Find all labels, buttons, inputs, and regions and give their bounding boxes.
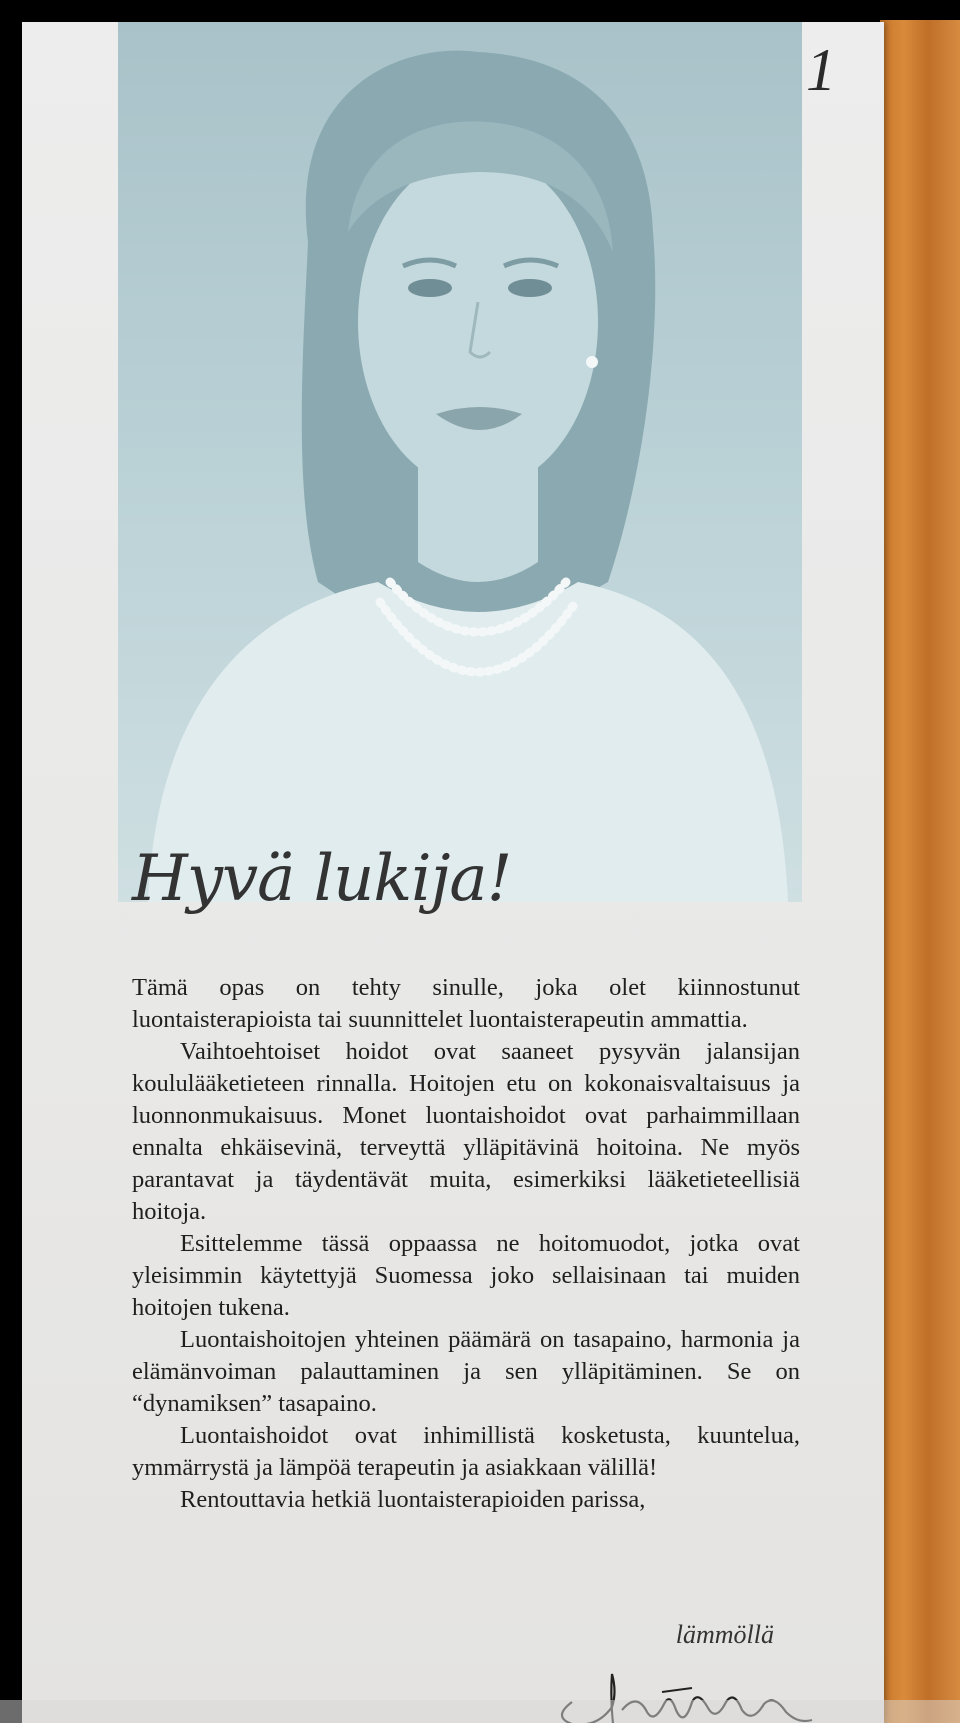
- paragraph: Vaihtoehtoiset hoidot ovat saaneet pysyvän jalansijan koululääketieteen rinnalla. Hoitojen etu on kokonaisvaltaisuus ja luonnonmukaisuus. Monet luontaishoidot ovat parhaimmillaan ennalta ehkäisevinä, terveyttä ylläpitävinä hoitoina. Ne myös parantavat ja täydentävät muita, esimerkiksi lääketieteellisiä hoitoja.: [132, 1038, 800, 1225]
- page-number: 1: [806, 37, 836, 103]
- bottom-bar: [0, 1700, 960, 1723]
- paragraph: Esittelemme tässä oppaassa ne hoitomuodot, jotka ovat yleisimmin käytettyjä Suomessa joko sellaisinaan tai muiden hoitojen tukena.: [132, 1230, 800, 1321]
- brochure-page: [22, 22, 884, 1723]
- portrait-photo: [118, 22, 802, 902]
- page-heading: Hyvä lukija!: [132, 842, 512, 916]
- paragraph: Rentouttavia hetkiä luontaisterapioiden parissa,: [180, 1486, 646, 1513]
- closing-text: lämmöllä: [675, 1620, 774, 1649]
- paragraph: Luontaishoitojen yhteinen päämärä on tasapaino, harmonia ja elämänvoiman palauttaminen ja sen ylläpitäminen. Se on “dynamiksen” tasapaino.: [132, 1326, 800, 1417]
- paragraph: Luontaishoidot ovat inhimillistä kosketusta, kuuntelua, ymmärrystä ja lämpöä terapeutin ja asiakkaan välillä!: [132, 1422, 800, 1481]
- paragraph: Tämä opas on tehty sinulle, joka olet kiinnostunut luontaisterapioista tai suunnittelet luontaisterapeutin ammattia.: [132, 974, 800, 1033]
- body-text: [132, 972, 800, 1516]
- wooden-table-edge: [880, 20, 960, 1723]
